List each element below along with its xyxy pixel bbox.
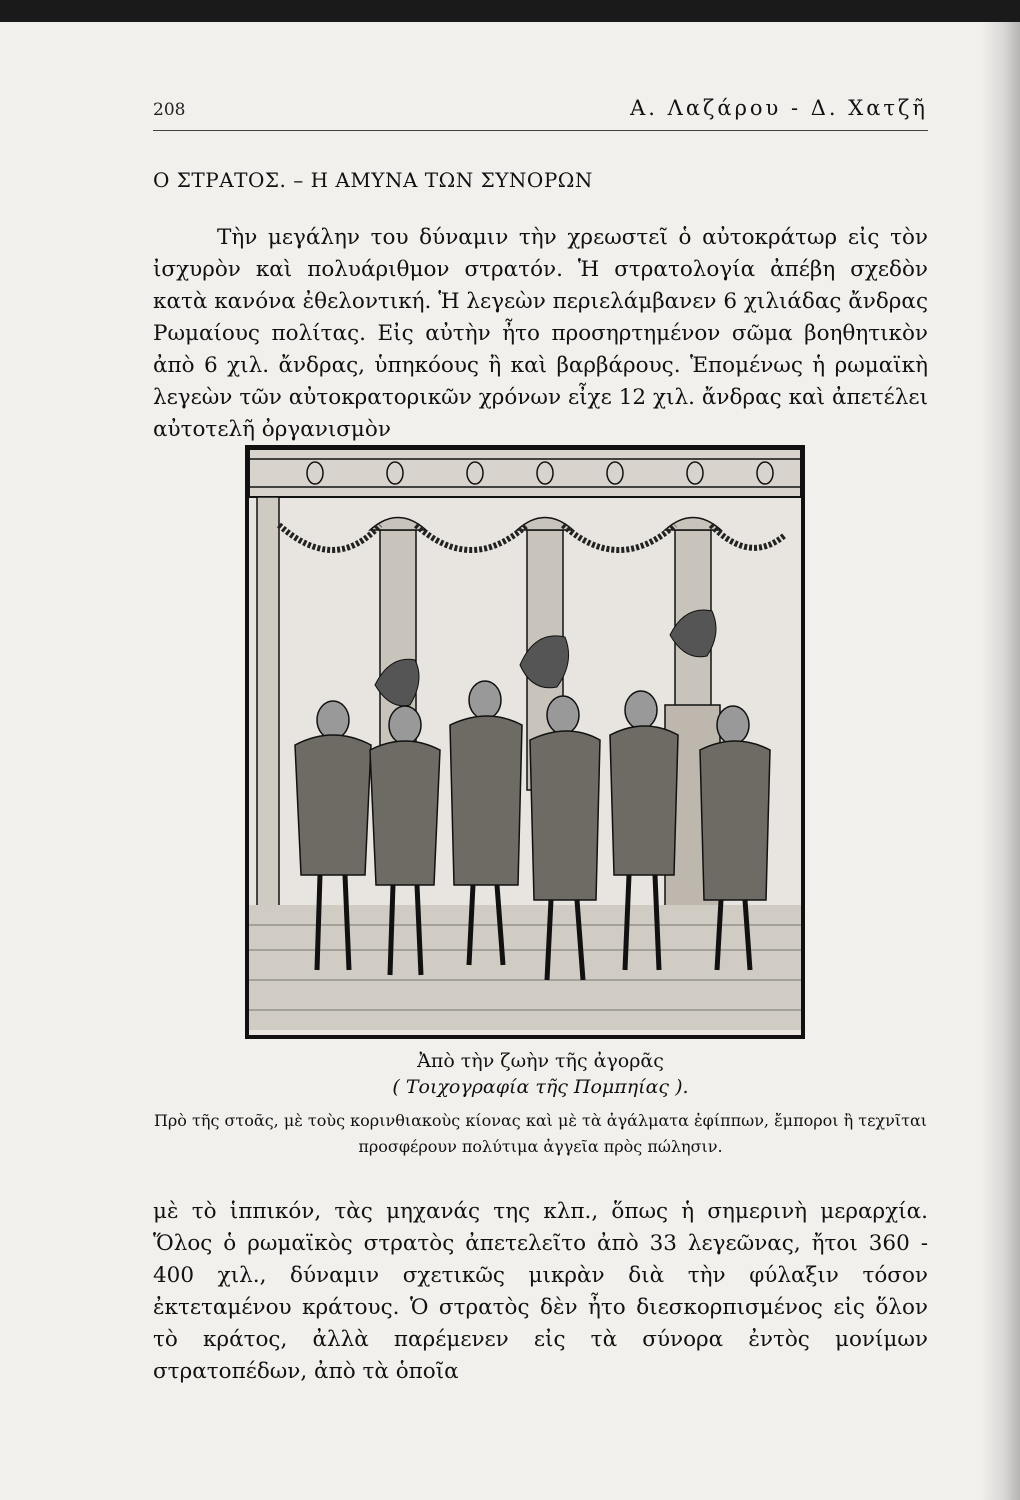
pompeii-fresco-illustration — [245, 425, 805, 1040]
section-title: Ο ΣΤΡΑΤΟΣ. – Η ΑΜΥΝΑ ΤΩΝ ΣΥΝΟΡΩΝ — [153, 168, 593, 192]
figure-caption-description: Πρὸ τῆς στοᾶς, μὲ τοὺς κορινθιακοὺς κίονας καὶ μὲ τὰ ἀγάλματα ἐφίππων, ἔμποροι ἢ τεχνῖται προσφέρουν πολύτιμα ἀγγεῖα πρὸς πώλησιν. — [153, 1111, 928, 1156]
page-binding-shadow — [980, 22, 1020, 1500]
paragraph-2: μὲ τὸ ἱππικόν, τὰς μηχανάς της κλπ., ὅπως ἡ σημερινὴ μεραρχία. Ὅλος ὁ ρωμαϊκὸς στρατὸς ἀπετελεῖτο ἀπὸ 33 λεγεῶνας, ἤτοι 360 - 400 χιλ., δύναμιν σχετικῶς μικρὰν διὰ τὴν φύλαξιν τόσον ἐκτεταμένου κράτους. Ὁ στρατὸς δὲν ἦτο διεσκορπισμένος εἰς ὅλον τὸ κράτος, ἀλλὰ παρέμενεν εἰς τὰ σύνορα ἐντὸς μονίμων στρατοπέδων, ἀπὸ τὰ ὁποῖα — [153, 1199, 928, 1384]
figure-caption-source: ( Τοιχογραφία τῆς Πομπηίας ). — [392, 1076, 689, 1098]
left-pilaster — [257, 497, 279, 917]
page-header — [153, 90, 928, 131]
page-number: 208 — [153, 100, 186, 120]
running-head: Α. Λαζάρου - Δ. Χατζῆ — [630, 96, 928, 120]
paragraph-1: Τὴν μεγάλην του δύναμιν τὴν χρεωστεῖ ὁ αὐτοκράτωρ εἰς τὸν ἰσχυρὸν καὶ πολυάριθμον στρατόν. Ἡ στρατολογία ἀπέβη σχεδὸν κατὰ κανόνα ἐθελοντική. Ἡ λεγεὼν περιελάμβανεν 6 χιλιάδας ἄνδρας Ρωμαίους πολίτας. Εἰς αὐτὴν ἦτο προσηρτημένον σῶμα βοηθητικὸν ἀπὸ 6 χιλ. ἄνδρας, ὑπηκόους ἢ καὶ βαρβάρους. Ἑπομένως ἡ ρωμαϊκὴ λεγεὼν τῶν αὐτοκρατορικῶν χρόνων εἶχε 12 χιλ. ἄνδρας καὶ ἀπετέλει αὐτοτελῆ ὀργανισμὸν — [153, 225, 928, 442]
frieze — [249, 449, 801, 497]
figure-caption-title: Ἀπὸ τὴν ζωὴν τῆς ἀγορᾶς — [417, 1050, 664, 1072]
